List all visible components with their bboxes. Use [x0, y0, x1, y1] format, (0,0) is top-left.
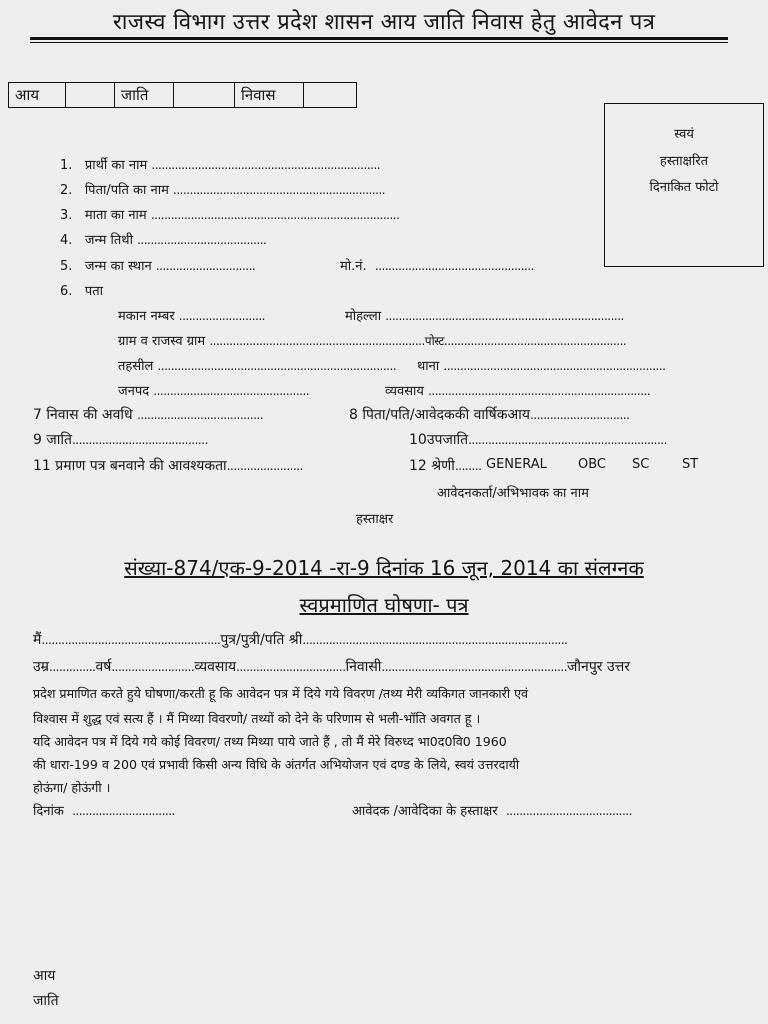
footer-list-item-caste: जाति	[33, 993, 59, 1009]
declaration-details-line[interactable]: उम्र..............वर्ष.........................व्यवसाय.................................निवासी........................................................जौनपुर उत्तर	[33, 659, 631, 675]
field-father-name[interactable]: 2. पिता/पति का नाम ................................................................	[60, 183, 386, 198]
declaration-paragraph-line: यदि आवेदन पत्र में दिये गये कोई विवरण/ तथ्य मिथ्या पाये जाते हैं , तो मैं मेरे विरुध्द भा0द0वि0 1960	[33, 734, 507, 749]
field-annual-income[interactable]: 8 पिता/पति/आवेदककी वार्षिकआय..............................	[349, 407, 630, 423]
field-certificate-need[interactable]: 11 प्रमाण पत्र बनवाने की आवश्यकता.......................	[33, 458, 303, 474]
category-residence[interactable]: निवास	[235, 83, 304, 108]
category-option-general[interactable]: GENERAL	[486, 457, 547, 472]
declaration-signature-field[interactable]: आवेदक /आवेदिका के हस्ताक्षर ......................................	[352, 804, 632, 819]
title-rule-thick	[30, 37, 728, 40]
category-residence-box[interactable]	[304, 83, 357, 108]
declaration-paragraph-line: प्रदेश प्रमाणित करते हुये घोषणा/करती हू कि आवेदन पत्र में दिये गये विवरण /तथ्य मेरी व्यकिगत जानकारी एवं	[33, 686, 529, 701]
signature-label: हस्ताक्षर	[356, 512, 394, 527]
field-birth-place[interactable]: 5. जन्म का स्थान ..............................	[60, 259, 256, 274]
field-police-station[interactable]: थाना ...................................................................	[417, 359, 666, 374]
field-locality[interactable]: मोहल्ला ........................................................................	[345, 309, 624, 324]
category-option-st[interactable]: ST	[682, 457, 699, 472]
declaration-title: स्वप्रमाणित घोषणा- पत्र	[299, 593, 469, 617]
category-income[interactable]: आय	[9, 83, 66, 108]
field-applicant-name[interactable]: 1. प्रार्थी का नाम .....................................................................	[60, 158, 381, 173]
field-village[interactable]: ग्राम व राजस्व ग्राम .................................................................पोस्ट.......................................................	[118, 334, 627, 349]
field-tehsil[interactable]: तहसील ........................................................................	[118, 359, 397, 374]
form-title: राजस्व विभाग उत्तर प्रदेश शासन आय जाति निवास हेतु आवेदन पत्र	[112, 10, 656, 35]
footer-list-item-income: आय	[33, 968, 56, 984]
declaration-paragraph-line: होऊंगा/ होऊंगी ।	[33, 780, 111, 795]
field-mobile[interactable]: मो.नं. ................................................	[340, 259, 534, 274]
category-caste-box[interactable]	[174, 83, 235, 108]
title-rule-thin	[30, 42, 728, 43]
field-residence-duration[interactable]: 7 निवास की अवधि ......................................	[33, 407, 264, 423]
photo-box[interactable]	[604, 103, 764, 267]
field-category[interactable]: 12 श्रेणी........	[409, 458, 482, 474]
photo-box-line: हस्ताक्षरित	[659, 154, 709, 169]
field-house-number[interactable]: मकान नम्बर ..........................	[118, 309, 265, 324]
field-caste[interactable]: 9 जाति.........................................	[33, 432, 208, 448]
declaration-date-field[interactable]: दिनांक ...............................	[33, 804, 175, 819]
category-caste[interactable]: जाति	[115, 83, 174, 108]
field-address: 6. पता	[60, 284, 103, 299]
field-district[interactable]: जनपद ...............................................	[118, 384, 310, 399]
declaration-paragraph-line: विश्वास में शुद्ध एवं सत्य हैं । मैं मिथ्या विवरणो/ तथ्यों को देने के परिणाम से भली-भॉति अवगत हू ।	[33, 711, 481, 726]
category-income-box[interactable]	[66, 83, 115, 108]
declaration-name-line[interactable]: मैं......................................................पुत्र/पुत्री/पति श्री................................................................................	[33, 632, 568, 648]
photo-box-line: दिनाकित फोटो	[649, 180, 719, 195]
category-option-obc[interactable]: OBC	[578, 457, 606, 472]
government-order-heading: संख्या-874/एक-9-2014 -रा-9 दिनांक 16 जून, 2014 का संलग्नक	[124, 556, 644, 580]
photo-box-line: स्वयं	[674, 127, 694, 142]
field-birth-date[interactable]: 4. जन्म तिथी .......................................	[60, 233, 267, 248]
category-option-sc[interactable]: SC	[632, 457, 650, 472]
applicant-guardian-name-label: आवेदनकर्ता/अभिभावक का नाम	[437, 486, 589, 501]
category-table	[8, 82, 357, 108]
field-mother-name[interactable]: 3. माता का नाम ...........................................................................	[60, 208, 400, 223]
field-subcaste[interactable]: 10उपजाति............................................................	[409, 432, 667, 448]
field-occupation[interactable]: व्यवसाय ...................................................................	[385, 384, 651, 399]
declaration-paragraph-line: की धारा-199 व 200 एवं प्रभावी किसी अन्य विधि के अंतर्गत अभियोजन एवं दण्ड के लिये, स्वयं उत्तरदायी	[33, 757, 520, 772]
